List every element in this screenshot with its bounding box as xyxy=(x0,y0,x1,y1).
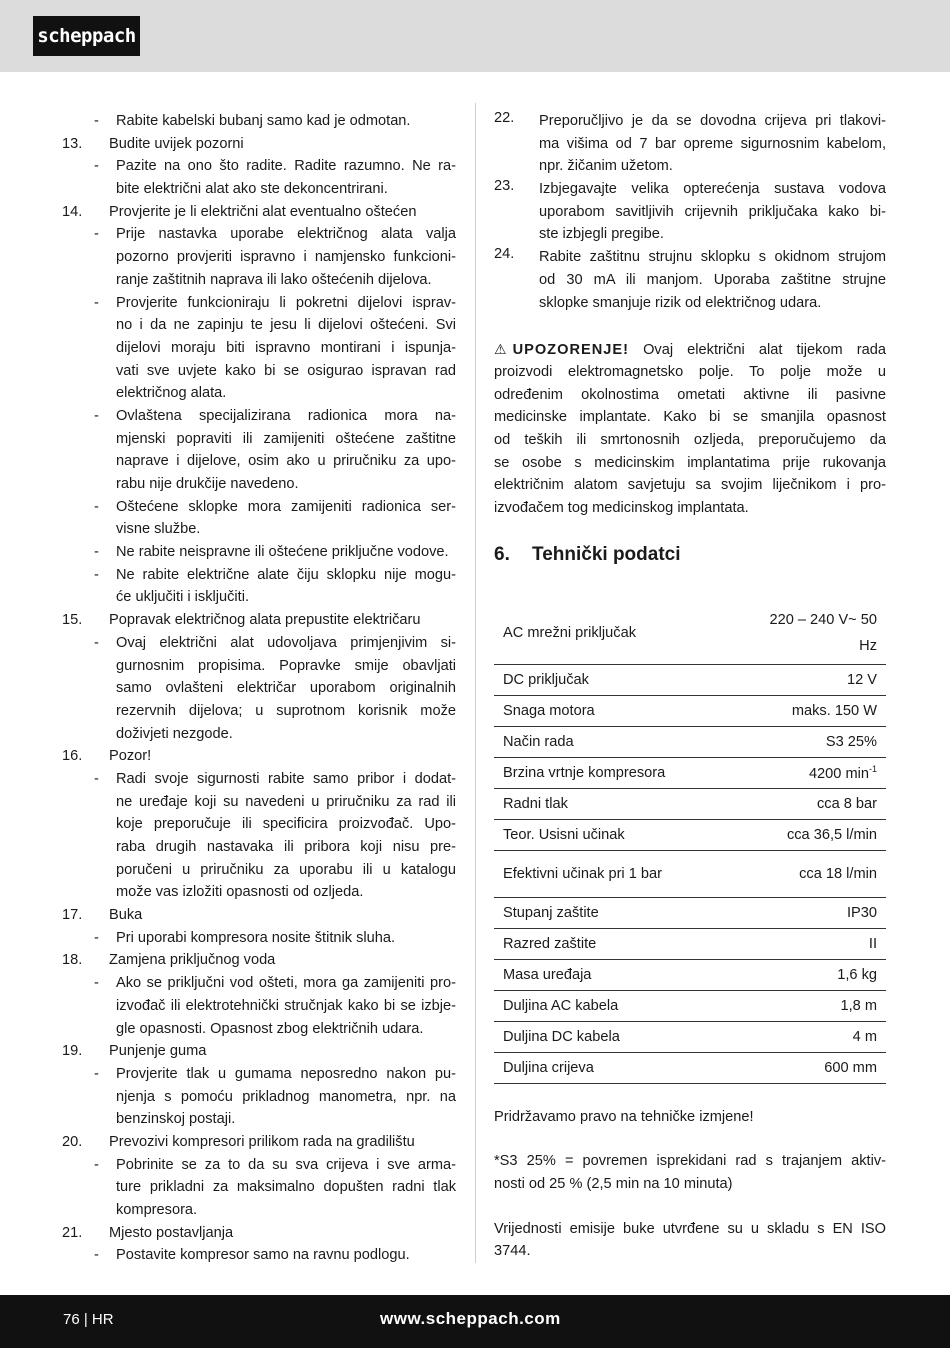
note-line: 3744. xyxy=(494,1243,531,1260)
bullet-text: raba drugih nastavaka ili pribora koji nisu pre- xyxy=(116,839,456,855)
text-line xyxy=(62,1018,456,1041)
item-number: 21. xyxy=(62,1224,83,1241)
spec-row xyxy=(494,1021,886,1052)
list-item xyxy=(494,246,886,314)
bullet-text: koje preporučuje ili specificira proizvođač. Upo- xyxy=(116,816,456,833)
spec-label: Duljina AC kabela xyxy=(494,990,725,1021)
bullet-text: dijelovi moraju biti ispravno montirani i ispunja- xyxy=(116,339,456,356)
warning-block xyxy=(494,338,886,520)
text-line xyxy=(62,655,456,678)
item-number: 18. xyxy=(62,952,83,969)
list-item-heading xyxy=(62,1131,456,1154)
text-line xyxy=(62,382,456,405)
bullet-text: njenja s pomoću prikladnog manometra, npr. na xyxy=(116,1088,456,1105)
bullet-text: doživjeti nezgode. xyxy=(116,725,233,742)
item-number: 24. xyxy=(494,246,515,263)
bullet-text: izvođač ili elektrotehnički stručnjak kako bi se izbje- xyxy=(116,997,456,1014)
text-line xyxy=(62,881,456,904)
text-line xyxy=(62,859,456,882)
spec-row xyxy=(494,928,886,959)
spec-value xyxy=(725,897,886,928)
warning-line: se osobe s medicinskim implantatima prije rukovanja xyxy=(494,454,886,471)
spec-value-text: 600 mm xyxy=(824,1059,877,1076)
item-number: 22. xyxy=(494,110,515,126)
warning-line: izvođačem tog medicinskog implantata. xyxy=(494,500,749,516)
bullet-dash: - xyxy=(94,158,99,175)
spec-row xyxy=(494,757,886,788)
bullet-text: električnog alata. xyxy=(116,385,227,402)
item-number: 19. xyxy=(62,1043,83,1060)
bullet-text: rezervnih dijelova; u suprotnom korisnik može xyxy=(116,702,456,719)
spec-label: Teor. Usisni učinak xyxy=(494,819,725,850)
text-line xyxy=(62,586,456,609)
numbered-list xyxy=(494,110,886,314)
bullet-dash: - xyxy=(94,498,99,515)
list-item xyxy=(494,110,886,178)
text-line xyxy=(62,178,456,201)
bullet-text: samo ovlašteni električar uporabom originalnih xyxy=(116,680,456,697)
item-title: Popravak električnog alata prepustite električaru xyxy=(109,612,421,629)
bullet-item xyxy=(62,927,456,950)
website-url: www.scheppach.com xyxy=(380,1309,561,1328)
bullet-text: Postavite kompresor samo na ravnu podlogu. xyxy=(116,1247,410,1264)
text-line xyxy=(62,791,456,814)
list-item-heading xyxy=(62,609,456,632)
bullet-text: Ako se priključni vod ošteti, mora ga zamijeniti pro- xyxy=(116,975,456,992)
list-item-heading xyxy=(62,133,456,156)
spec-label: AC mrežni priključak xyxy=(494,602,725,665)
spec-value-line: 220 – 240 V~ 50 xyxy=(769,611,877,628)
right-column xyxy=(494,110,886,1263)
spec-row xyxy=(494,602,886,665)
spec-value-text: cca 8 bar xyxy=(816,795,877,812)
text-line: od 30 mA ili manjom. Uporaba zaštitne strujne xyxy=(539,271,886,288)
item-number: 16. xyxy=(62,748,83,765)
text-line xyxy=(62,813,456,836)
bullet-item xyxy=(62,496,456,519)
bullet-text: Ne rabite neispravne ili oštećene priključne vodove. xyxy=(116,544,449,561)
text-line xyxy=(62,337,456,360)
bullet-text: bite električni alat ako ste dekoncentrirani. xyxy=(116,181,388,198)
spec-value-text: 4200 min xyxy=(808,765,869,782)
list-item-heading xyxy=(62,1222,456,1245)
spec-value xyxy=(725,928,886,959)
list-item-heading xyxy=(62,201,456,224)
page-header xyxy=(0,0,950,72)
left-column xyxy=(62,110,456,1267)
bullet-item xyxy=(62,1154,456,1177)
bullet-text: će uključiti i isključiti. xyxy=(116,589,249,606)
bullet-text: gurnosnim propisima. Popravke smije obavljati xyxy=(116,657,456,674)
spec-value xyxy=(725,959,886,990)
item-text xyxy=(539,178,886,246)
spec-value xyxy=(725,1052,886,1083)
spec-value xyxy=(725,695,886,726)
bullet-text: ranje zaštitnih naprava ili lako oštećenih dijelova. xyxy=(116,271,432,288)
item-title: Pozor! xyxy=(109,748,152,765)
section-number: 6. xyxy=(494,543,510,565)
warning-line: od teških ili smrtonosnih ozljeda, preporučujemo da xyxy=(494,431,886,448)
spec-label: Brzina vrtnje kompresora xyxy=(494,757,725,788)
spec-value-text: II xyxy=(868,935,877,952)
text-line xyxy=(62,314,456,337)
warning-label: UPOZORENJE! xyxy=(512,342,629,359)
scheppach-logo: scheppach xyxy=(33,16,140,56)
item-number: 14. xyxy=(62,203,83,220)
spec-value-text: S3 25% xyxy=(825,733,877,750)
spec-row xyxy=(494,990,886,1021)
spec-value-text: cca 18 l/min xyxy=(799,865,877,882)
section-title: Tehnički podatci xyxy=(532,543,681,565)
bullet-dash: - xyxy=(94,1247,99,1264)
spec-value xyxy=(725,757,886,788)
text-line xyxy=(62,677,456,700)
note-line: Vrijednosti emisije buke utvrđene su u skladu s EN ISO xyxy=(494,1220,886,1237)
text-line xyxy=(62,246,456,269)
list-item-heading xyxy=(62,904,456,927)
spec-label: Razred zaštite xyxy=(494,928,725,959)
spec-row xyxy=(494,726,886,757)
bullet-text: Ne rabite električne alate čiju sklopku nije mogu- xyxy=(116,566,456,583)
bullet-text: Pri uporabi kompresora nosite štitnik sluha. xyxy=(116,929,396,946)
spec-value xyxy=(725,788,886,819)
item-number: 13. xyxy=(62,135,83,152)
list-item-heading xyxy=(62,949,456,972)
bullet-dash: - xyxy=(94,226,99,243)
bullet-text: Pazite na ono što radite. Radite razumno. Ne ra- xyxy=(116,158,456,175)
text-line xyxy=(62,428,456,451)
text-line xyxy=(62,473,456,496)
bullet-text: gle opasnosti. Opasnost zbog električnih udara. xyxy=(116,1020,424,1037)
bullet-item xyxy=(62,1063,456,1086)
warning-line: električnim alatom savjetuju sa svojim liječnikom i pro- xyxy=(494,477,886,494)
spec-value-text: 12 V xyxy=(846,671,877,688)
bullet-text: Prije nastavka uporabe električnog alata valja xyxy=(116,226,456,243)
spec-value-text: cca 36,5 l/min xyxy=(786,826,877,843)
warning-triangle-icon: ⚠ xyxy=(494,341,507,358)
bullet-text: vati sve uvjete kako bi se osigurao ispravan rad xyxy=(116,362,456,379)
text-line xyxy=(62,1199,456,1222)
section-heading xyxy=(494,540,886,570)
column-divider xyxy=(475,103,476,1263)
bullet-item xyxy=(62,564,456,587)
text-line xyxy=(62,360,456,383)
text-line xyxy=(62,1086,456,1109)
text-line: ste izbjegli pregibe. xyxy=(539,226,664,243)
bullet-text: ture prikladni za maksimalno dopušten radni tlak xyxy=(116,1179,456,1196)
bullet-text: benzinskoj postaji. xyxy=(116,1111,236,1128)
bullet-dash: - xyxy=(94,113,99,129)
bullet-dash: - xyxy=(94,294,99,311)
spec-row xyxy=(494,819,886,850)
bullet-item xyxy=(62,223,456,246)
item-title: Prevozivi kompresori prilikom rada na gradilištu xyxy=(109,1133,415,1150)
spec-superscript: -1 xyxy=(868,763,877,774)
text-line xyxy=(62,1176,456,1199)
spec-value xyxy=(725,850,886,897)
page-footer xyxy=(0,1295,950,1348)
bullet-text: Ovlaštena specijalizirana radionica mora na- xyxy=(116,407,456,424)
item-text xyxy=(539,246,886,314)
text-line: Izbjegavajte velika opterećenja sustava vodova xyxy=(539,181,886,198)
spec-value xyxy=(725,819,886,850)
text-line xyxy=(62,995,456,1018)
spec-label: DC priključak xyxy=(494,664,725,695)
spec-row xyxy=(494,664,886,695)
bullet-item xyxy=(62,768,456,791)
bullet-text: Radi svoje sigurnosti rabite samo pribor i dodat- xyxy=(116,770,456,787)
warning-line: određenim okolnostima ometati aktivne ili pasivne xyxy=(494,386,886,403)
text-line xyxy=(62,723,456,746)
spec-value-line: Hz xyxy=(859,637,877,654)
page-number: 76 | HR xyxy=(63,1311,114,1328)
note-line: Pridržavamo pravo na tehničke izmjene! xyxy=(494,1108,754,1125)
bullet-dash: - xyxy=(94,544,99,561)
text-line xyxy=(62,450,456,473)
bullet-text: ne uređaje koji su navedeni u priručniku za rad ili xyxy=(116,793,456,810)
text-line xyxy=(62,269,456,292)
item-text xyxy=(539,110,886,178)
spec-label: Snaga motora xyxy=(494,695,725,726)
bullet-text: Ovaj električni alat udovoljava primjenjivim si- xyxy=(116,634,456,651)
bullet-dash: - xyxy=(94,975,99,992)
bullet-item xyxy=(62,972,456,995)
spec-value xyxy=(725,990,886,1021)
item-title: Mjesto postavljanja xyxy=(109,1224,234,1241)
bullet-text: visne službe. xyxy=(116,521,201,538)
spec-row xyxy=(494,1052,886,1083)
item-title: Punjenje guma xyxy=(109,1043,207,1060)
bullet-text: no i da ne zapinju te jesu li dijelovi oštećeni. Svi xyxy=(116,317,456,334)
spec-label: Radni tlak xyxy=(494,788,725,819)
bullet-dash: - xyxy=(94,929,99,946)
text-line xyxy=(62,700,456,723)
spec-value xyxy=(725,602,886,665)
text-line: ma višima od 7 bar opreme sigurnosnim kabelom, xyxy=(539,135,886,152)
bullet-item xyxy=(62,292,456,315)
bullet-text: Provjerite tlak u gumama neposredno nakon pu- xyxy=(116,1065,456,1082)
spec-label: Duljina DC kabela xyxy=(494,1021,725,1052)
item-title: Zamjena priključnog voda xyxy=(109,952,276,969)
bullet-item xyxy=(62,110,456,133)
bullet-text: poručeni u priručniku za uporabu ili u katalogu xyxy=(116,861,456,878)
bullet-dash: - xyxy=(94,566,99,583)
text-line: Preporučljivo je da se dovodna crijeva pri tlakovi- xyxy=(539,113,886,129)
spec-row xyxy=(494,788,886,819)
bullet-item xyxy=(62,541,456,564)
spec-value-text: 4 m xyxy=(852,1028,877,1045)
bullet-item xyxy=(62,155,456,178)
item-title: Buka xyxy=(109,907,143,924)
item-number: 17. xyxy=(62,907,83,924)
spec-value xyxy=(725,726,886,757)
bullet-item xyxy=(62,1244,456,1267)
text-line xyxy=(62,836,456,859)
spec-value-text: maks. 150 W xyxy=(791,702,877,719)
item-title: Provjerite je li električni alat eventualno oštećen xyxy=(109,203,417,220)
item-number: 23. xyxy=(494,178,515,195)
item-number: 15. xyxy=(62,612,83,629)
note-line: *S3 25% = povremen isprekidani rad s trajanjem aktiv- xyxy=(494,1153,886,1170)
warning-line: proizvodi elektromagnetsko polje. To polje može u xyxy=(494,363,886,380)
note-paragraph xyxy=(494,1150,886,1195)
spec-value-text: IP30 xyxy=(846,904,877,921)
bullet-dash: - xyxy=(94,634,99,651)
text-line: npr. žičanim užetom. xyxy=(539,158,673,175)
spec-value xyxy=(725,664,886,695)
spec-row xyxy=(494,850,886,897)
note-paragraph xyxy=(494,1218,886,1263)
spec-value xyxy=(725,1021,886,1052)
item-title: Budite uvijek pozorni xyxy=(109,135,244,152)
spec-label: Stupanj zaštite xyxy=(494,897,725,928)
spec-value-text: 1,6 kg xyxy=(837,966,877,983)
bullet-text: Pobrinite se za to da su sva crijeva i sve arma- xyxy=(116,1156,456,1173)
bullet-text: naprave i dijelove, osim ako u priručniku za upo- xyxy=(116,453,456,470)
text-line xyxy=(62,1108,456,1131)
text-line: Rabite zaštitnu strujnu sklopku s okidnom strujom xyxy=(539,249,886,266)
note-line: nosti od 25 % (2,5 min na 10 minuta) xyxy=(494,1176,733,1193)
spec-label: Masa uređaja xyxy=(494,959,725,990)
text-line xyxy=(62,518,456,541)
spec-row xyxy=(494,959,886,990)
bullet-text: Provjerite funkcioniraju li pokretni dijelovi isprav- xyxy=(116,294,456,311)
spec-value-text: 1,8 m xyxy=(840,997,877,1014)
spec-row xyxy=(494,897,886,928)
warning-line: medicinske implantate. Kako bi se smanjila opasnost xyxy=(494,409,886,426)
bullet-dash: - xyxy=(94,1156,99,1173)
list-item-heading xyxy=(62,745,456,768)
bullet-text: rabu nije drukčije navedeno. xyxy=(116,476,299,492)
bullet-dash: - xyxy=(94,407,99,424)
bullet-text: Rabite kabelski bubanj samo kad je odmotan. xyxy=(116,113,411,129)
bullet-text: kompresora. xyxy=(116,1202,198,1218)
bullet-dash: - xyxy=(94,770,99,787)
text-line: uporabom savitljivih crijevnih priključaka kako bi- xyxy=(539,203,886,220)
list-item xyxy=(494,178,886,246)
bullet-text: može vas izložiti opasnosti od ozljeda. xyxy=(116,884,364,901)
spec-row xyxy=(494,695,886,726)
spec-label: Duljina crijeva xyxy=(494,1052,725,1083)
specs-table xyxy=(494,602,886,1084)
bullet-text: pozorno provjeriti ispravno i namjensko funkcioni- xyxy=(116,249,456,266)
bullet-dash: - xyxy=(94,1065,99,1082)
spec-label: Način rada xyxy=(494,726,725,757)
spec-label: Efektivni učinak pri 1 bar xyxy=(494,850,725,897)
item-number: 20. xyxy=(62,1133,83,1150)
bullet-text: mjenski popraviti ili zamijeniti oštećene zaštitne xyxy=(116,430,456,447)
bullet-item xyxy=(62,405,456,428)
bullet-text: Oštećene sklopke mora zamijeniti radionica ser- xyxy=(116,498,456,515)
bullet-item xyxy=(62,632,456,655)
note-paragraph xyxy=(494,1106,886,1129)
warning-text: Ovaj električni alat tijekom rada xyxy=(628,342,886,359)
list-item-heading xyxy=(62,1040,456,1063)
text-line: sklopke smanjuje rizik od električnog udara. xyxy=(539,294,822,311)
